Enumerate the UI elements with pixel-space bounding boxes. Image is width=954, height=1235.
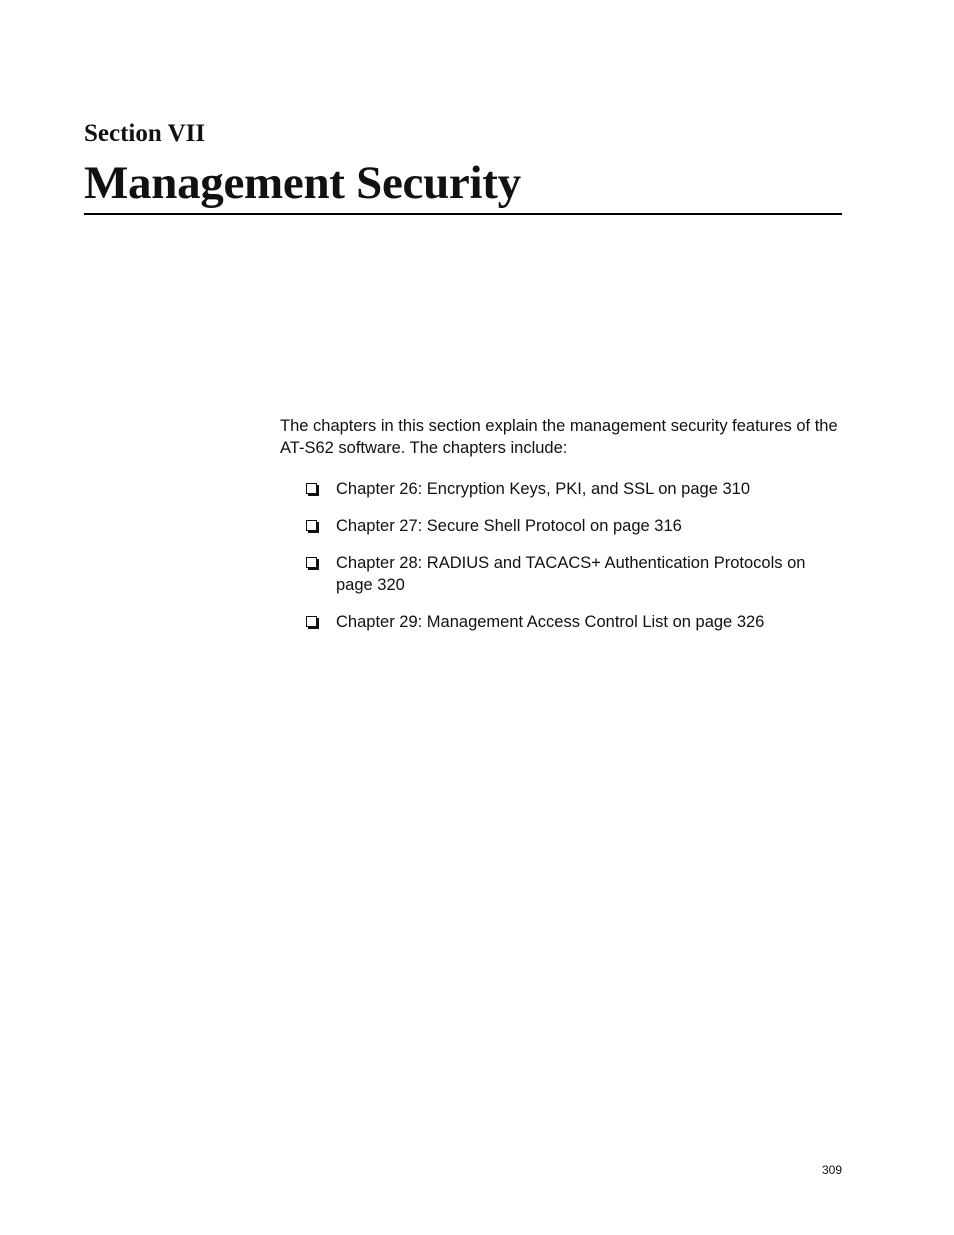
list-item: [306, 478, 846, 500]
section-label: Section VII: [84, 120, 206, 147]
list-item: [306, 515, 846, 537]
chapter-list: [306, 478, 846, 648]
title-divider: [84, 213, 842, 215]
checkbox-bullet-icon: [306, 557, 317, 568]
list-item: [306, 552, 846, 596]
page-title: Management Security: [84, 157, 521, 209]
chapter-link[interactable]: Chapter 27: Secure Shell Protocol on page 316: [336, 517, 682, 535]
chapter-link[interactable]: Chapter 26: Encryption Keys, PKI, and SSL on page 310: [336, 480, 750, 498]
checkbox-bullet-icon: [306, 483, 317, 494]
checkbox-bullet-icon: [306, 616, 317, 627]
intro-paragraph: The chapters in this section explain the management security features of the AT-S62 software. The chapters include:: [280, 417, 838, 457]
page-number: 309: [821, 1163, 842, 1177]
chapter-link[interactable]: Chapter 29: Management Access Control List on page 326: [336, 613, 765, 631]
chapter-link[interactable]: Chapter 28: RADIUS and TACACS+ Authentication Protocols on page 320: [336, 554, 806, 594]
list-item: [306, 611, 846, 633]
checkbox-bullet-icon: [306, 520, 317, 531]
